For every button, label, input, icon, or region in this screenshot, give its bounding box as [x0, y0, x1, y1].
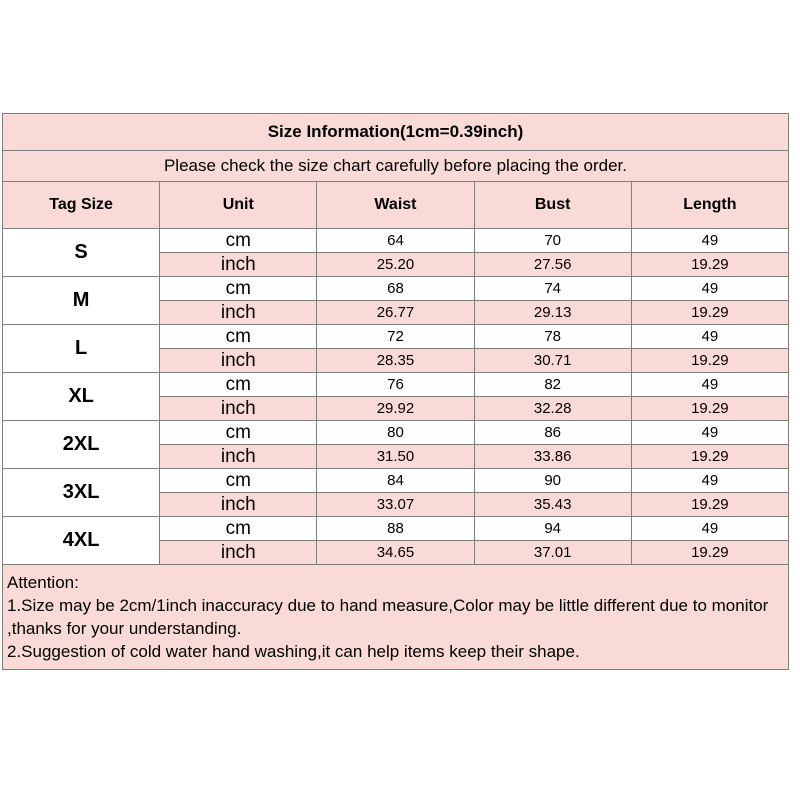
column-header-waist: Waist	[317, 182, 474, 229]
waist-cm-value: 68	[317, 277, 474, 301]
length-cm-value: 49	[631, 277, 788, 301]
unit-cell: inch	[160, 397, 317, 421]
waist-cm-value: 76	[317, 373, 474, 397]
length-cm-value: 49	[631, 469, 788, 493]
length-inch-value: 19.29	[631, 301, 788, 325]
unit-cell: inch	[160, 493, 317, 517]
unit-cell: cm	[160, 373, 317, 397]
bust-inch-value: 33.86	[474, 445, 631, 469]
unit-cell: inch	[160, 349, 317, 373]
size-row-xl-cm	[3, 373, 789, 397]
unit-cell: cm	[160, 421, 317, 445]
attention-line-2: 2.Suggestion of cold water hand washing,it can help items keep their shape.	[7, 642, 580, 661]
attention-line-1-continued: ,thanks for your understanding.	[7, 619, 242, 638]
bust-inch-value: 35.43	[474, 493, 631, 517]
unit-cell: cm	[160, 517, 317, 541]
waist-cm-value: 84	[317, 469, 474, 493]
waist-cm-value: 64	[317, 229, 474, 253]
bust-cm-value: 90	[474, 469, 631, 493]
bust-inch-value: 27.56	[474, 253, 631, 277]
bust-cm-value: 94	[474, 517, 631, 541]
tag-size-cell: L	[3, 325, 160, 373]
waist-inch-value: 25.20	[317, 253, 474, 277]
waist-inch-value: 28.35	[317, 349, 474, 373]
subtitle-row	[3, 151, 789, 182]
bust-cm-value: 78	[474, 325, 631, 349]
bust-cm-value: 74	[474, 277, 631, 301]
unit-cell: cm	[160, 277, 317, 301]
unit-cell: inch	[160, 445, 317, 469]
column-header-bust: Bust	[474, 182, 631, 229]
unit-cell: cm	[160, 469, 317, 493]
tag-size-cell: 2XL	[3, 421, 160, 469]
length-cm-value: 49	[631, 373, 788, 397]
length-cm-value: 49	[631, 421, 788, 445]
size-chart-subtitle: Please check the size chart carefully before placing the order.	[3, 151, 789, 182]
size-row-l-cm	[3, 325, 789, 349]
length-cm-value: 49	[631, 517, 788, 541]
tag-size-cell: S	[3, 229, 160, 277]
bust-inch-value: 30.71	[474, 349, 631, 373]
waist-inch-value: 31.50	[317, 445, 474, 469]
size-row-3xl-cm	[3, 469, 789, 493]
column-header-tag-size: Tag Size	[3, 182, 160, 229]
bust-inch-value: 29.13	[474, 301, 631, 325]
tag-size-cell: 4XL	[3, 517, 160, 565]
tag-size-cell: M	[3, 277, 160, 325]
length-inch-value: 19.29	[631, 493, 788, 517]
unit-cell: inch	[160, 253, 317, 277]
bust-inch-value: 37.01	[474, 541, 631, 565]
size-row-2xl-cm	[3, 421, 789, 445]
waist-inch-value: 33.07	[317, 493, 474, 517]
waist-cm-value: 72	[317, 325, 474, 349]
bust-cm-value: 86	[474, 421, 631, 445]
waist-inch-value: 29.92	[317, 397, 474, 421]
size-chart-sheet	[2, 113, 789, 670]
tag-size-cell: XL	[3, 373, 160, 421]
length-cm-value: 49	[631, 325, 788, 349]
waist-cm-value: 88	[317, 517, 474, 541]
length-inch-value: 19.29	[631, 349, 788, 373]
length-inch-value: 19.29	[631, 253, 788, 277]
attention-note	[2, 565, 789, 670]
bust-cm-value: 70	[474, 229, 631, 253]
title-row	[3, 114, 789, 151]
unit-cell: inch	[160, 301, 317, 325]
length-cm-value: 49	[631, 229, 788, 253]
size-row-s-cm	[3, 229, 789, 253]
length-inch-value: 19.29	[631, 541, 788, 565]
bust-cm-value: 82	[474, 373, 631, 397]
column-header-length: Length	[631, 182, 788, 229]
unit-cell: inch	[160, 541, 317, 565]
waist-cm-value: 80	[317, 421, 474, 445]
column-header-row	[3, 182, 789, 229]
bust-inch-value: 32.28	[474, 397, 631, 421]
attention-heading: Attention:	[7, 573, 79, 592]
unit-cell: cm	[160, 229, 317, 253]
length-inch-value: 19.29	[631, 397, 788, 421]
unit-cell: cm	[160, 325, 317, 349]
tag-size-cell: 3XL	[3, 469, 160, 517]
size-table	[2, 113, 789, 565]
length-inch-value: 19.29	[631, 445, 788, 469]
size-row-4xl-cm	[3, 517, 789, 541]
column-header-unit: Unit	[160, 182, 317, 229]
waist-inch-value: 26.77	[317, 301, 474, 325]
size-chart-title: Size Information(1cm=0.39inch)	[3, 114, 789, 151]
size-row-m-cm	[3, 277, 789, 301]
waist-inch-value: 34.65	[317, 541, 474, 565]
attention-line-1: 1.Size may be 2cm/1inch inaccuracy due to hand measure,Color may be little different due to monitor	[7, 596, 769, 615]
